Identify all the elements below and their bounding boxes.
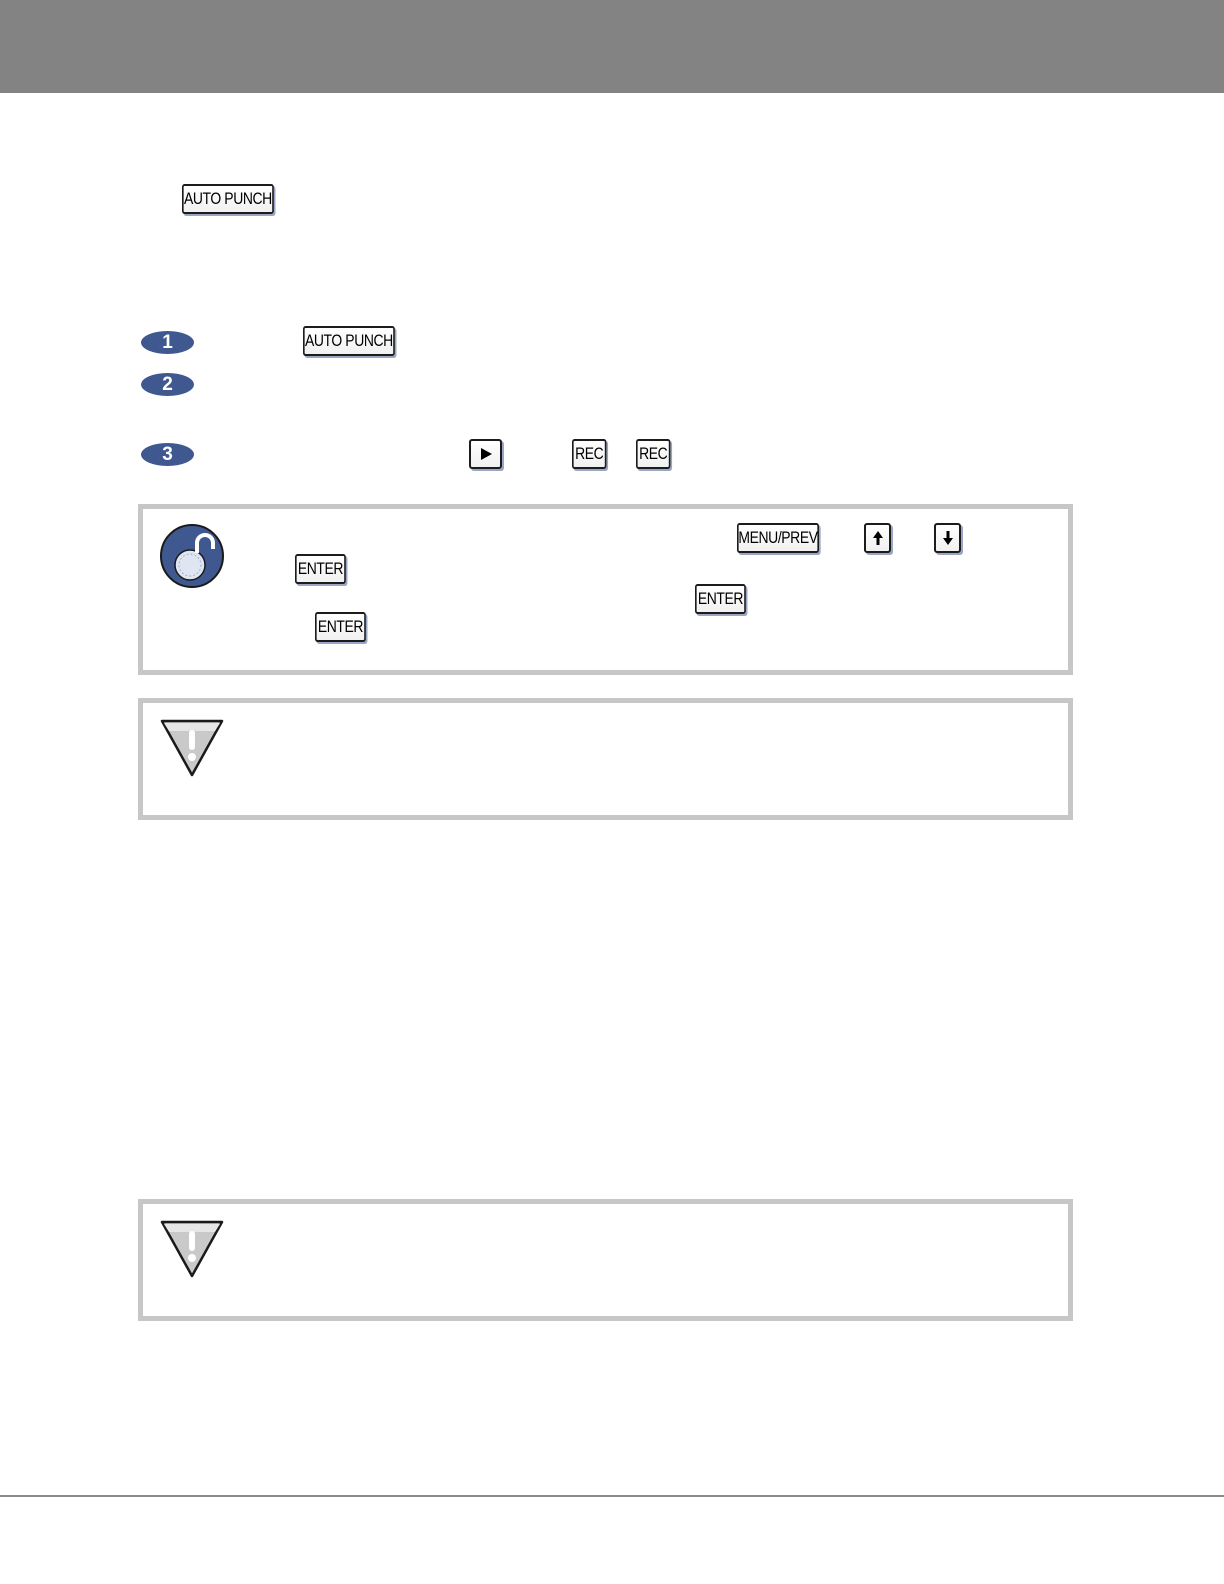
menu-prev-key: MENU/PREV (737, 523, 819, 553)
arrow-up-icon (872, 530, 884, 546)
tip-callout (138, 504, 1073, 675)
down-key (934, 523, 961, 553)
step-badge-1: 1 (141, 331, 194, 354)
enter-key: ENTER (295, 554, 346, 584)
footer-rule (0, 1495, 1224, 1497)
rec-key: REC (572, 439, 606, 469)
warning-icon (159, 717, 225, 779)
step-badge-3: 3 (141, 443, 194, 466)
up-key (864, 523, 891, 553)
unlock-icon (159, 523, 225, 589)
step-badge-2: 2 (141, 373, 194, 396)
warning-callout (138, 1199, 1073, 1321)
rec-key: REC (636, 439, 670, 469)
auto-punch-key: AUTO PUNCH (182, 184, 274, 214)
arrow-down-icon (942, 530, 954, 546)
auto-punch-key: AUTO PUNCH (303, 326, 395, 356)
enter-key: ENTER (315, 612, 366, 642)
enter-key: ENTER (695, 584, 746, 614)
play-icon (479, 447, 493, 461)
play-key (469, 439, 502, 469)
page-header-bar (0, 0, 1224, 93)
warning-callout (138, 698, 1073, 820)
warning-icon (159, 1218, 225, 1280)
